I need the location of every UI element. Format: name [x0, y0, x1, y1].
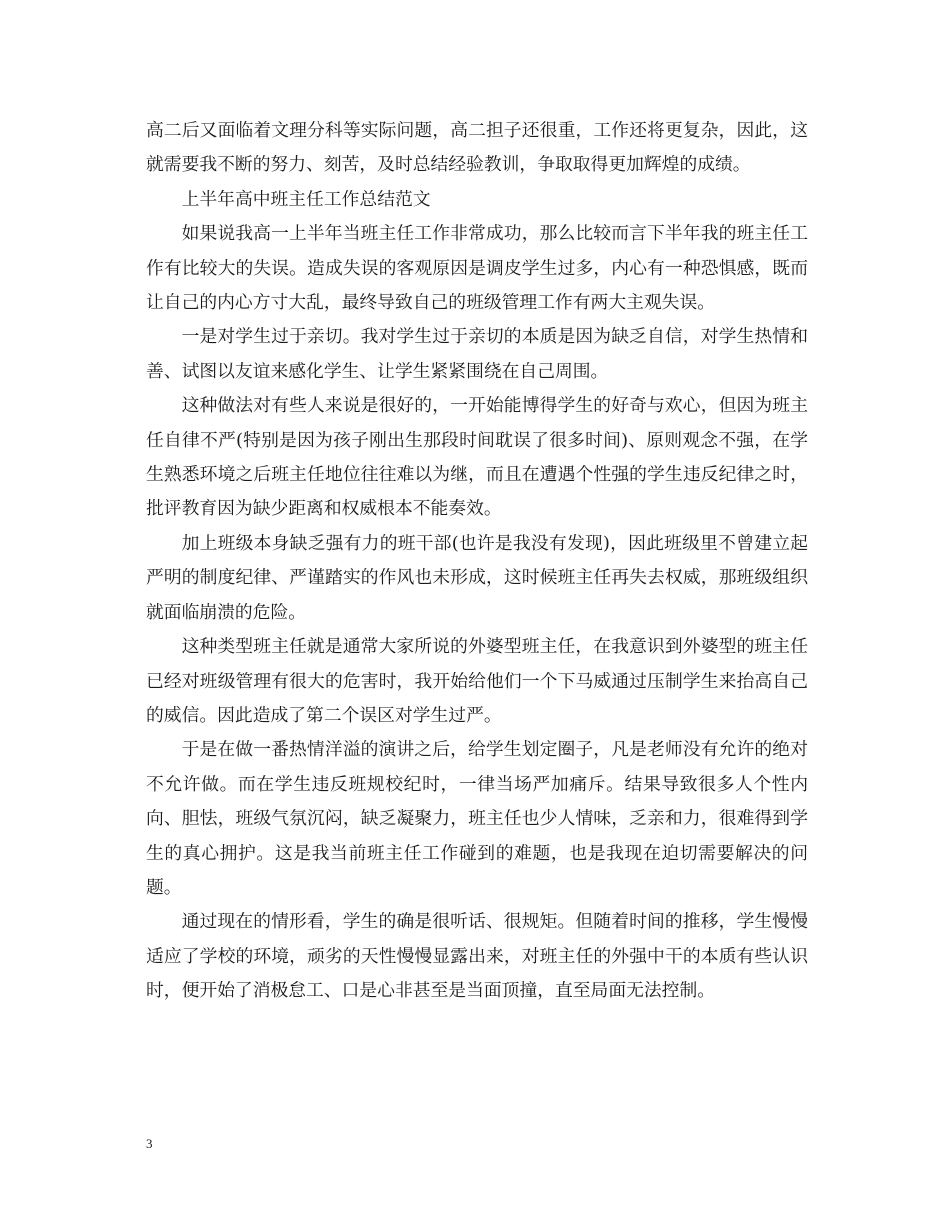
paragraph-8: 于是在做一番热情洋溢的演讲之后，给学生划定圈子，凡是老师没有允许的绝对不允许做。而在学生违反班规校纪时，一律当场严加痛斥。结果导致很多人个性内向、胆怯，班级气氛沉闷，缺乏凝聚力，班主任也少人情味，乏亲和力，很难得到学生的真心拥护。这是我当前班主任工作碰到的难题，也是我现在迫切需要解决的问题。 [146, 739, 808, 898]
paragraph-3: 如果说我高一上半年当班主任工作非常成功，那么比较而言下半年我的班主任工作有比较大的失误。造成失误的客观原因是调皮学生过多，内心有一种恐惧感，既而让自己的内心方寸大乱，最终导致自己的班级管理工作有两大主观失误。 [146, 223, 808, 314]
paragraph-6: 加上班级本身缺乏强有力的班干部(也许是我没有发现)，因此班级里不曾建立起严明的制度纪律、严谨踏实的作风也未形成，这时候班主任再失去权威，那班级组织就面临崩溃的危险。 [146, 532, 808, 623]
page-number: 3 [146, 1136, 153, 1151]
paragraph-1: 高二后又面临着文理分科等实际问题，高二担子还很重，工作还将更复杂，因此，这就需要我不断的努力、刻苦，及时总结经验教训，争取取得更加辉煌的成绩。 [146, 120, 808, 176]
section-heading: 上半年高中班主任工作总结范文 [181, 188, 431, 210]
body-text [146, 114, 808, 1009]
paragraph-9: 通过现在的情形看，学生的确是很听话、很规矩。但随着时间的推移，学生慢慢适应了学校的环境，顽劣的天性慢慢显露出来，对班主任的外强中干的本质有些认识时，便开始了消极怠工、口是心非甚至是当面顶撞，直至局面无法控制。 [146, 911, 808, 1002]
paragraph-5: 这种做法对有些人来说是很好的，一开始能博得学生的好奇与欢心，但因为班主任自律不严(特别是因为孩子刚出生那段时间耽误了很多时间)、原则观念不强，在学生熟悉环境之后班主任地位往往难以为继，而且在遭遇个性强的学生违反纪律之时，批评教育因为缺少距离和权威根本不能奏效。 [146, 395, 808, 520]
paragraph-4: 一是对学生过于亲切。我对学生过于亲切的本质是因为缺乏自信，对学生热情和善、试图以友谊来感化学生、让学生紧紧围绕在自己周围。 [146, 326, 808, 382]
paragraph-7: 这种类型班主任就是通常大家所说的外婆型班主任，在我意识到外婆型的班主任已经对班级管理有很大的危害时，我开始给他们一个下马威通过压制学生来抬高自己的威信。因此造成了第二个误区对学生过严。 [146, 636, 808, 726]
